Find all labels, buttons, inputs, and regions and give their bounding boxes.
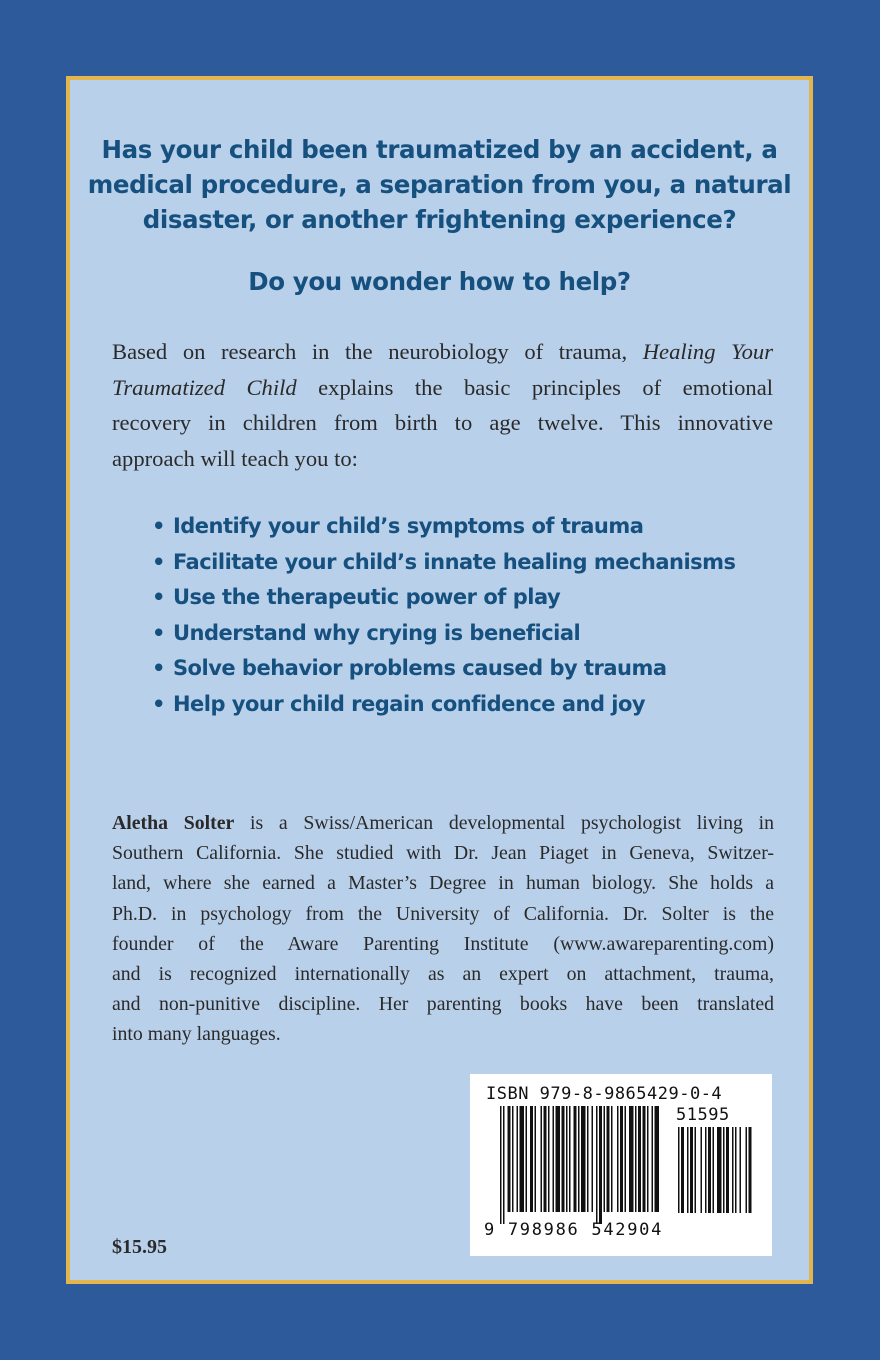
barcode-bar bbox=[587, 1106, 589, 1212]
barcode-bar bbox=[556, 1106, 561, 1212]
barcode-bar bbox=[732, 1127, 734, 1213]
intro-paragraph bbox=[112, 334, 773, 476]
bio-line bbox=[112, 808, 774, 838]
list-item bbox=[152, 580, 736, 616]
book-title: Healing Your bbox=[642, 339, 773, 364]
bullet-icon: • bbox=[152, 585, 165, 609]
barcode-bar bbox=[574, 1106, 577, 1212]
barcode-bar bbox=[620, 1106, 623, 1212]
barcode-bar bbox=[708, 1127, 711, 1213]
barcode-bar bbox=[746, 1127, 748, 1213]
barcode-bar bbox=[503, 1106, 505, 1224]
ean-digits: 9 798986 542904 bbox=[484, 1220, 664, 1240]
barcode-bar bbox=[695, 1127, 697, 1213]
barcode-bar bbox=[635, 1106, 637, 1212]
list-item bbox=[152, 651, 736, 687]
intro-line: recovery in children from birth to age twelve. This innovative bbox=[112, 410, 773, 435]
list-item bbox=[152, 545, 736, 581]
question-heading: Do you wonder how to help? bbox=[248, 267, 631, 296]
list-item bbox=[152, 687, 736, 723]
barcode-bar bbox=[749, 1127, 752, 1213]
barcode-bar bbox=[681, 1127, 684, 1213]
intro-text: explains the basic principles of emotional bbox=[296, 374, 773, 400]
benefits-list bbox=[152, 509, 736, 722]
barcode-bar bbox=[740, 1127, 742, 1213]
isbn-barcode bbox=[470, 1074, 772, 1256]
barcode-bar bbox=[647, 1106, 649, 1212]
bio-line: founder of the Aware Parenting Institute (www.awareparenting.com) bbox=[112, 932, 774, 955]
barcode-bar bbox=[526, 1106, 528, 1212]
barcode-bar bbox=[687, 1127, 689, 1213]
barcode-bar bbox=[541, 1106, 543, 1212]
bullet-icon: • bbox=[152, 549, 165, 574]
barcode-bar bbox=[625, 1106, 627, 1212]
price-addon-code: 51595 bbox=[676, 1105, 730, 1125]
list-item-text: Facilitate your child’s innate healing mechanisms bbox=[172, 549, 736, 574]
intro-line bbox=[112, 370, 773, 406]
intro-line bbox=[112, 334, 773, 370]
barcode-bar bbox=[520, 1106, 525, 1212]
list-item bbox=[152, 616, 736, 652]
barcode-bar bbox=[655, 1106, 660, 1212]
bio-text: is a Swiss/American developmental psychologist living in bbox=[234, 812, 774, 834]
barcode-bar bbox=[713, 1127, 715, 1213]
book-title: Traumatized Child bbox=[112, 374, 297, 400]
author-name: Aletha Solter bbox=[112, 812, 235, 834]
barcode-bar bbox=[723, 1127, 725, 1213]
barcode-bar bbox=[726, 1127, 729, 1213]
list-item bbox=[152, 509, 736, 545]
barcode-bar bbox=[592, 1106, 594, 1212]
barcode-bar bbox=[562, 1106, 565, 1212]
barcode-bar bbox=[508, 1106, 511, 1212]
barcode-bar bbox=[735, 1127, 737, 1213]
barcode-bar bbox=[638, 1106, 641, 1212]
intro-line: approach will teach you to: bbox=[112, 445, 358, 471]
bio-line: land, where she earned a Master’s Degree in human biology. She holds a bbox=[112, 872, 774, 895]
ean-barcode-icon bbox=[500, 1106, 660, 1224]
barcode-bar bbox=[678, 1127, 680, 1213]
barcode-bar bbox=[643, 1106, 646, 1212]
barcode-bar bbox=[596, 1106, 598, 1224]
barcode-bar bbox=[652, 1106, 654, 1212]
back-cover-panel bbox=[66, 76, 813, 1284]
barcode-bar bbox=[553, 1106, 555, 1212]
barcode-bar bbox=[717, 1127, 722, 1213]
barcode-bar bbox=[607, 1106, 610, 1212]
barcode-bar bbox=[569, 1106, 571, 1212]
list-item-text: Identify your child’s symptoms of trauma bbox=[172, 514, 644, 538]
bio-line: and non-punitive discipline. Her parenting books have been translated bbox=[112, 993, 774, 1016]
author-bio bbox=[112, 808, 774, 1050]
barcode-bar bbox=[512, 1106, 514, 1212]
barcode-bar bbox=[611, 1106, 613, 1212]
bio-line: into many languages. bbox=[112, 1023, 281, 1046]
barcode-bar bbox=[701, 1127, 703, 1213]
list-item-text: Help your child regain confidence and joy bbox=[172, 691, 646, 716]
bullet-icon: • bbox=[152, 514, 165, 538]
bio-line: Ph.D. in psychology from the University of California. Dr. Solter is the bbox=[112, 902, 774, 925]
price-label: $15.95 bbox=[112, 1236, 167, 1258]
barcode-bar bbox=[599, 1106, 602, 1224]
bio-line: and is recognized internationally as an expert on attachment, trauma, bbox=[112, 963, 774, 986]
barcode-bar bbox=[617, 1106, 619, 1212]
barcode-bar bbox=[578, 1106, 580, 1212]
list-item-text: Solve behavior problems caused by trauma bbox=[172, 656, 667, 680]
barcode-bar bbox=[517, 1106, 519, 1212]
bullet-icon: • bbox=[152, 620, 165, 645]
bullet-icon: • bbox=[152, 656, 165, 680]
isbn-label: ISBN 979-8-9865429-0-4 bbox=[486, 1084, 723, 1104]
barcode-bar bbox=[604, 1106, 606, 1212]
headline-line: medical procedure, a separation from you, a natural bbox=[87, 170, 792, 199]
bullet-icon: • bbox=[152, 691, 165, 716]
barcode-bar bbox=[566, 1106, 568, 1212]
addon-barcode-icon bbox=[678, 1127, 758, 1225]
barcode-bar bbox=[544, 1106, 547, 1212]
headline-line: Has your child been traumatized by an accident, a bbox=[101, 135, 778, 164]
headline bbox=[70, 132, 809, 237]
list-item-text: Use the therapeutic power of play bbox=[172, 585, 561, 609]
barcode-bar bbox=[548, 1106, 550, 1212]
barcode-bar bbox=[535, 1106, 537, 1212]
bio-line: Southern California. She studied with Dr. Jean Piaget in Geneva, Switzer- bbox=[112, 842, 774, 865]
barcode-bar bbox=[581, 1106, 586, 1212]
barcode-bar bbox=[500, 1106, 502, 1224]
barcode-bar bbox=[629, 1106, 634, 1212]
barcode-bar bbox=[705, 1127, 707, 1213]
headline-line: disaster, or another frightening experience? bbox=[142, 205, 737, 234]
barcode-bar bbox=[690, 1127, 693, 1213]
barcode-bar bbox=[530, 1106, 533, 1212]
list-item-text: Understand why crying is beneficial bbox=[172, 620, 581, 645]
intro-text: Based on research in the neurobiology of trauma, bbox=[112, 339, 643, 364]
